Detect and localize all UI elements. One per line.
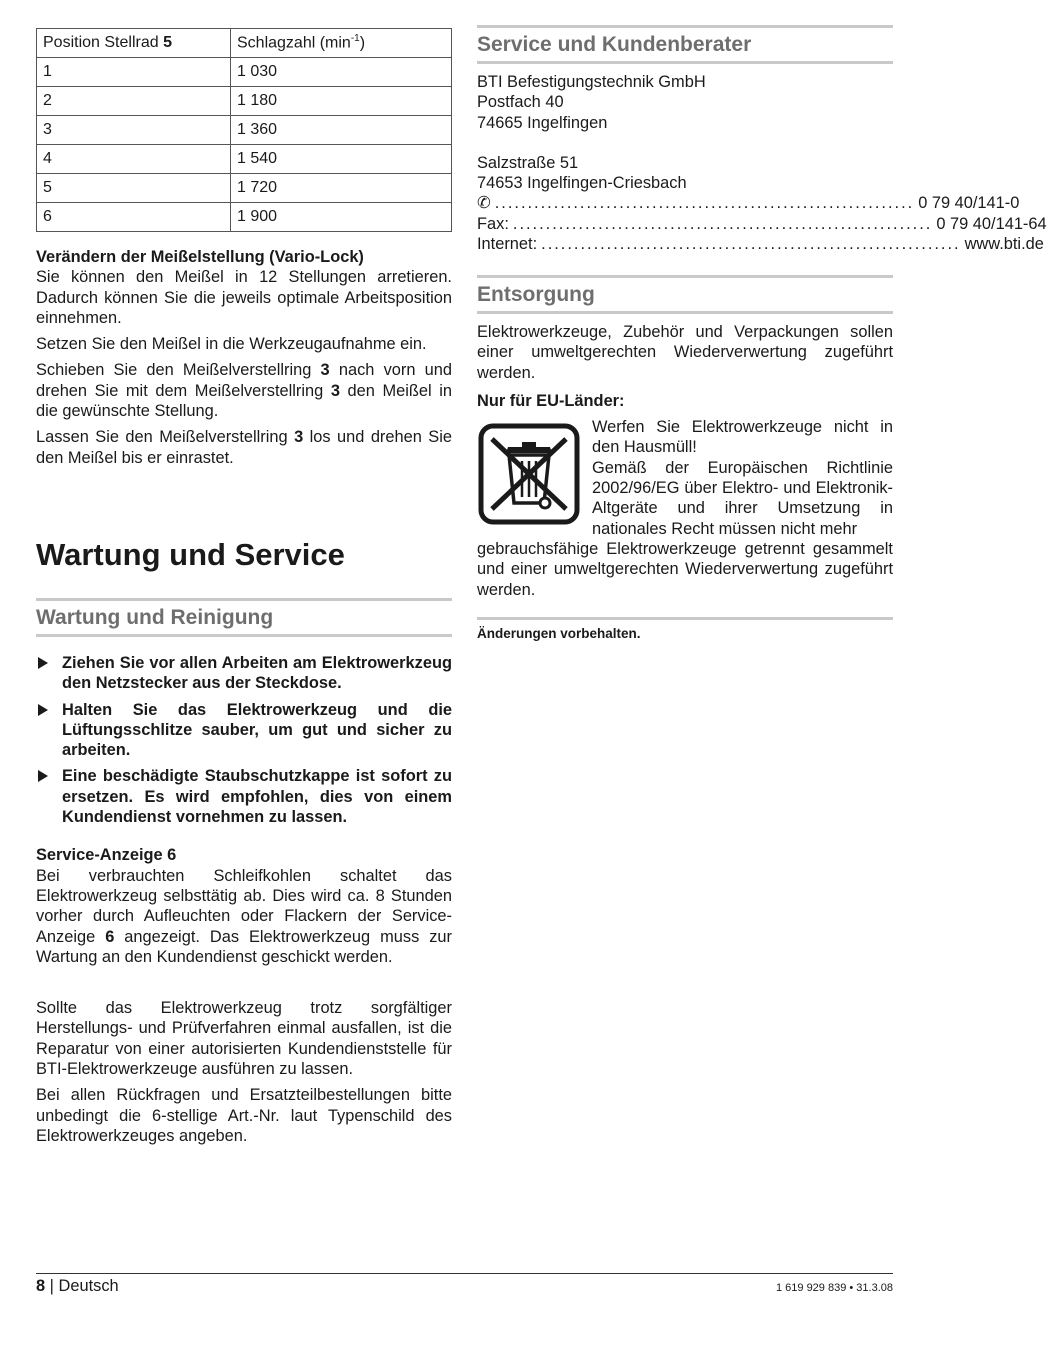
website-link[interactable]: www.bti.de: [964, 235, 1044, 254]
table-header-rate: Schlagzahl $(\min^{-1})$: [231, 29, 452, 58]
paragraph: Schieben Sie den Meißelverstellring 3 nach vorn und drehen Sie mit dem Meißelverstellring 3 den Meißel in die gewünschte Stellung.: [36, 361, 452, 421]
address-block: BTI Befestigungstechnik GmbH Postfach 40 74665 Ingelfingen: [477, 73, 706, 132]
phone-number: 0 79 40/141-0: [918, 194, 1020, 213]
internet-line: Internet: ................................................................ www.bti.de: [477, 235, 1044, 254]
paragraph: Sie können den Meißel in 12 Stellungen arretieren. Dadurch können Sie die jeweils optimale Arbeitsposition einnehmen.: [36, 268, 452, 327]
paragraph: Bei verbrauchten Schleifkohlen schaltet das Elektrowerkzeug selbsttätig ab. Dies wird ca. 8 Stunden vorher durch Aufleuchten oder Flackern der Service-Anzeige 6 angezeigt. Das Elektrowerkzeug muss zur Wartung an den Kundendienst geschickt werden.: [36, 866, 452, 966]
table-row: 4 1 540: [37, 145, 452, 174]
fax-line: Fax: ................................................................ 0 79 40/141-64: [477, 214, 1047, 233]
chapter-title: Wartung und Service: [36, 537, 345, 572]
crossed-out-wheelie-bin-icon: [478, 423, 580, 525]
table-row: 2 1 180: [37, 87, 452, 116]
vario-lock-heading: Verändern der Meißelstellung (Vario-Lock): [36, 248, 364, 266]
table-row: 6 1 900: [37, 203, 452, 232]
phone-line: ✆ ................................................................ 0 79 40/141-0: [477, 194, 1020, 213]
section-heading: Wartung und Reinigung: [36, 598, 452, 637]
phone-icon: ✆: [477, 194, 491, 213]
eu-notice: [477, 417, 893, 600]
bullet-triangle-icon: [38, 657, 48, 669]
table-row: 3 1 360: [37, 116, 452, 145]
paragraph: Werfen Sie Elektrowerkzeuge nicht in den Hausmüll!: [592, 418, 893, 457]
vario-lock-section: [36, 247, 452, 468]
table-row: 5 1 720: [37, 174, 452, 203]
footer-divider: [36, 1273, 893, 1274]
list-item: Ziehen Sie vor allen Arbeiten am Elektrowerkzeug den Netzstecker aus der Steckdose.: [36, 653, 452, 694]
section-heading: Service und Kundenberater: [477, 25, 893, 64]
maintenance-chapter: [36, 537, 452, 573]
section-heading: Entsorgung: [477, 275, 893, 314]
bullet-triangle-icon: [38, 770, 48, 782]
eu-heading: Nur für EU-Länder:: [477, 391, 625, 410]
paragraph: Elektrowerkzeuge, Zubehör und Verpackungen sollen einer umweltgerechten Wiederverwertung zugeführt werden.: [477, 323, 893, 382]
list-item: Halten Sie das Elektrowerkzeug und die Lüftungsschlitze sauber, um gut und sicher zu arbeiten.: [36, 700, 452, 761]
impact-rate-table: [36, 28, 452, 232]
paragraph: Setzen Sie den Meißel in die Werkzeugaufnahme ein.: [36, 335, 427, 354]
footer-doc-reference: 1 619 929 839 • 31.3.08: [775, 1282, 893, 1294]
footer-page-label: 8 | Deutsch: [36, 1277, 119, 1295]
paragraph: gebrauchsfähige Elektrowerkzeuge getrennt gesammelt und einer umweltgerechten Wiederverwertung zugeführt werden.: [477, 539, 893, 599]
maintenance-section: [36, 598, 452, 1146]
service-indicator-heading: Service-Anzeige 6: [36, 846, 177, 865]
list-item: Eine beschädigte Staubschutzkappe ist sofort zu ersetzen. Es wird empfohlen, dies von einem Kundendienst vornehmen zu lassen.: [36, 766, 452, 827]
table-header-position: Position Stellrad 5: [37, 29, 231, 58]
disposal-section: [477, 275, 893, 644]
street-address-block: Salzstraße 51 74653 Ingelfingen-Criesbach: [477, 153, 687, 193]
fax-number: 0 79 40/141-64: [936, 214, 1047, 233]
customer-service-section: [477, 25, 1047, 254]
paragraph: Sollte das Elektrowerkzeug trotz sorgfältiger Herstellungs- und Prüfverfahren einmal ausfallen, ist die Reparatur von einer autorisierten Kundendienststelle für BTI-Elektrowerkzeuge ausführen zu lassen.: [36, 999, 452, 1079]
paragraph: Bei allen Rückfragen und Ersatzteilbestellungen bitte unbedingt die 6-stellige Art.-Nr. laut Typenschild des Elektrowerkzeuges angeben.: [36, 1086, 452, 1145]
table-header-row: [37, 29, 452, 58]
paragraph: Lassen Sie den Meißelverstellring 3 los und drehen Sie den Meißel bis er einrastet.: [36, 428, 452, 467]
changes-reserved-note: Änderungen vorbehalten.: [477, 617, 893, 644]
table-row: 1 1 030: [37, 58, 452, 87]
bullet-triangle-icon: [38, 704, 48, 716]
paragraph: Gemäß der Europäischen Richtlinie 2002/96/EG über Elektro- und Elektronik-Altgeräte und ihrer Umsetzung in nationales Recht müssen nicht mehr: [592, 458, 893, 538]
